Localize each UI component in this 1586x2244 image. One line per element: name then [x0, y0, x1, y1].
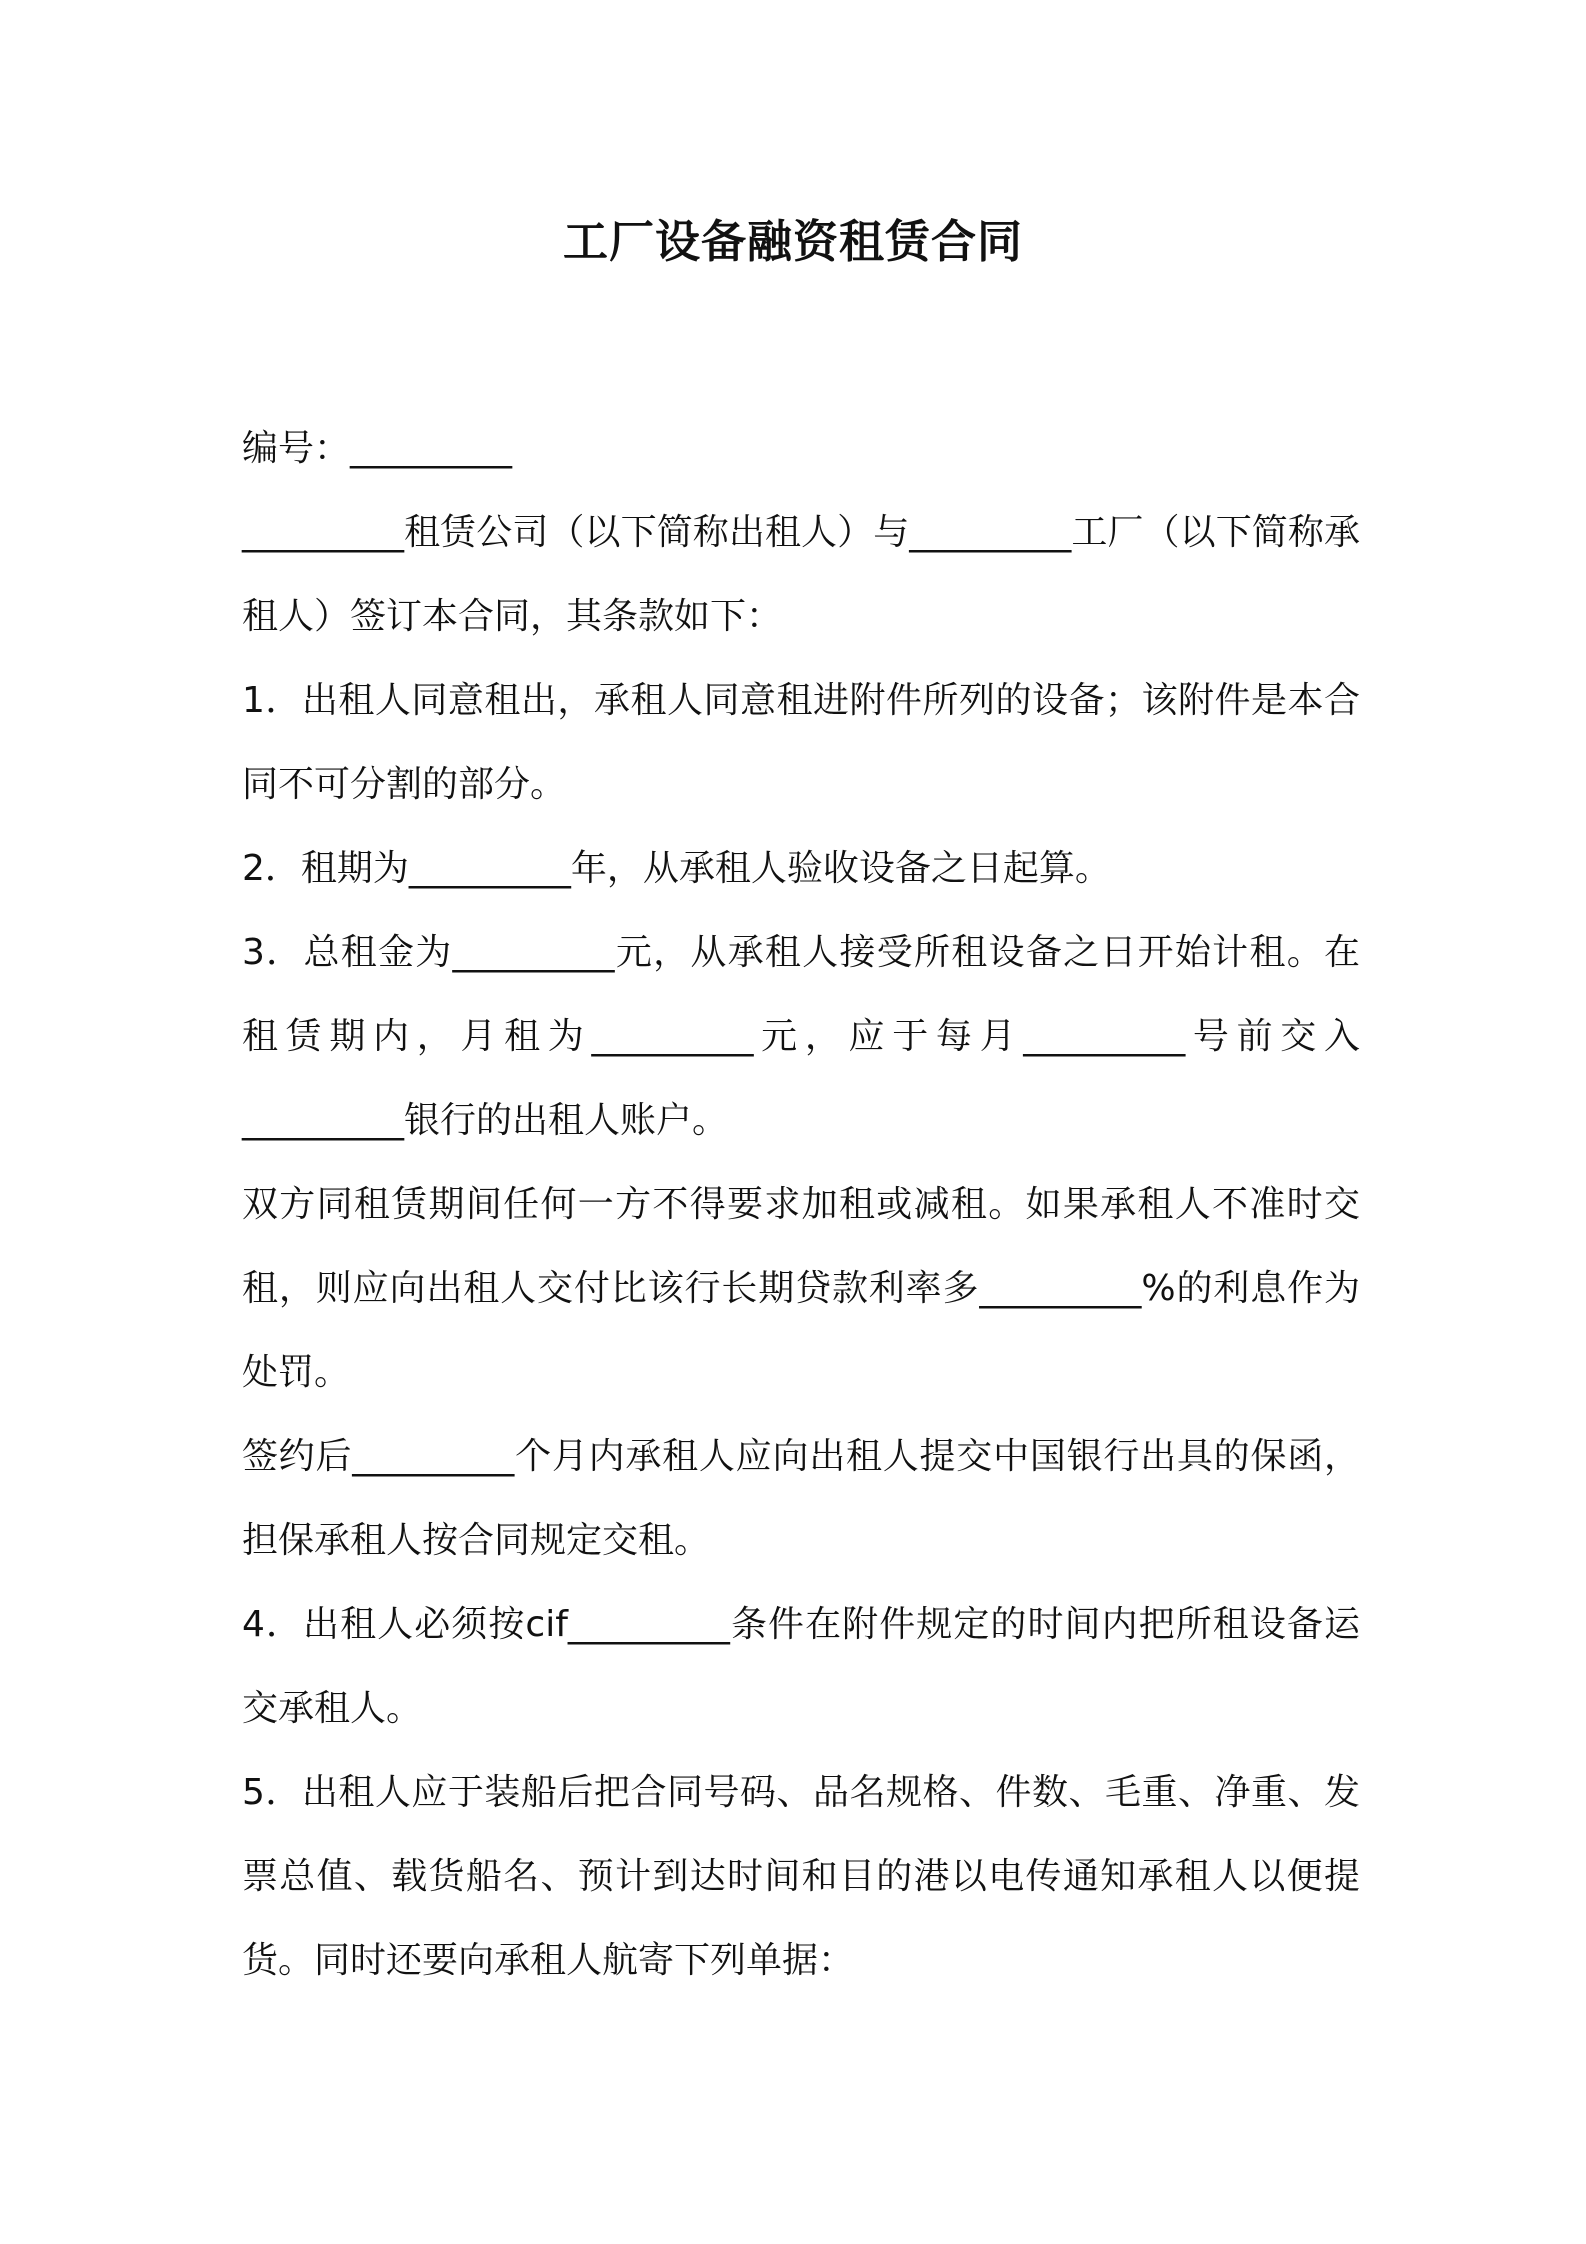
document-title: 工厂设备融资租赁合同	[562, 215, 1023, 268]
document-body	[242, 407, 1360, 2003]
parties-paragraph: _________租赁公司（以下简称出租人）与_________工厂（以下简称承租人）签订本合同，其条款如下：	[242, 512, 1360, 637]
clause-4: 4．出租人必须按cif_________条件在附件规定的时间内把所租设备运交承租人。	[242, 1604, 1360, 1729]
clause-3: 3．总租金为_________元，从承租人接受所租设备之日开始计租。在租赁期内，月租为_________元，应于每月_________号前交入_________银行的出租人账户。	[242, 932, 1360, 1141]
clause-1: 1．出租人同意租出，承租人同意租进附件所列的设备；该附件是本合同不可分割的部分。	[242, 680, 1360, 805]
clause-3-guarantee: 签约后_________个月内承租人应向出租人提交中国银行出具的保函，担保承租人按合同规定交租。	[242, 1436, 1360, 1561]
contract-number-line: 编号：_________	[242, 428, 513, 469]
clause-5: 5．出租人应于装船后把合同号码、品名规格、件数、毛重、净重、发票总值、载货船名、预计到达时间和目的港以电传通知承租人以便提货。同时还要向承租人航寄下列单据：	[242, 1772, 1360, 1981]
clause-2: 2．租期为_________年，从承租人验收设备之日起算。	[242, 848, 1111, 889]
clause-3-rent-adjustment: 双方同租赁期间任何一方不得要求加租或减租。如果承租人不准时交租，则应向出租人交付比该行长期贷款利率多_________%的利息作为处罚。	[242, 1184, 1360, 1393]
